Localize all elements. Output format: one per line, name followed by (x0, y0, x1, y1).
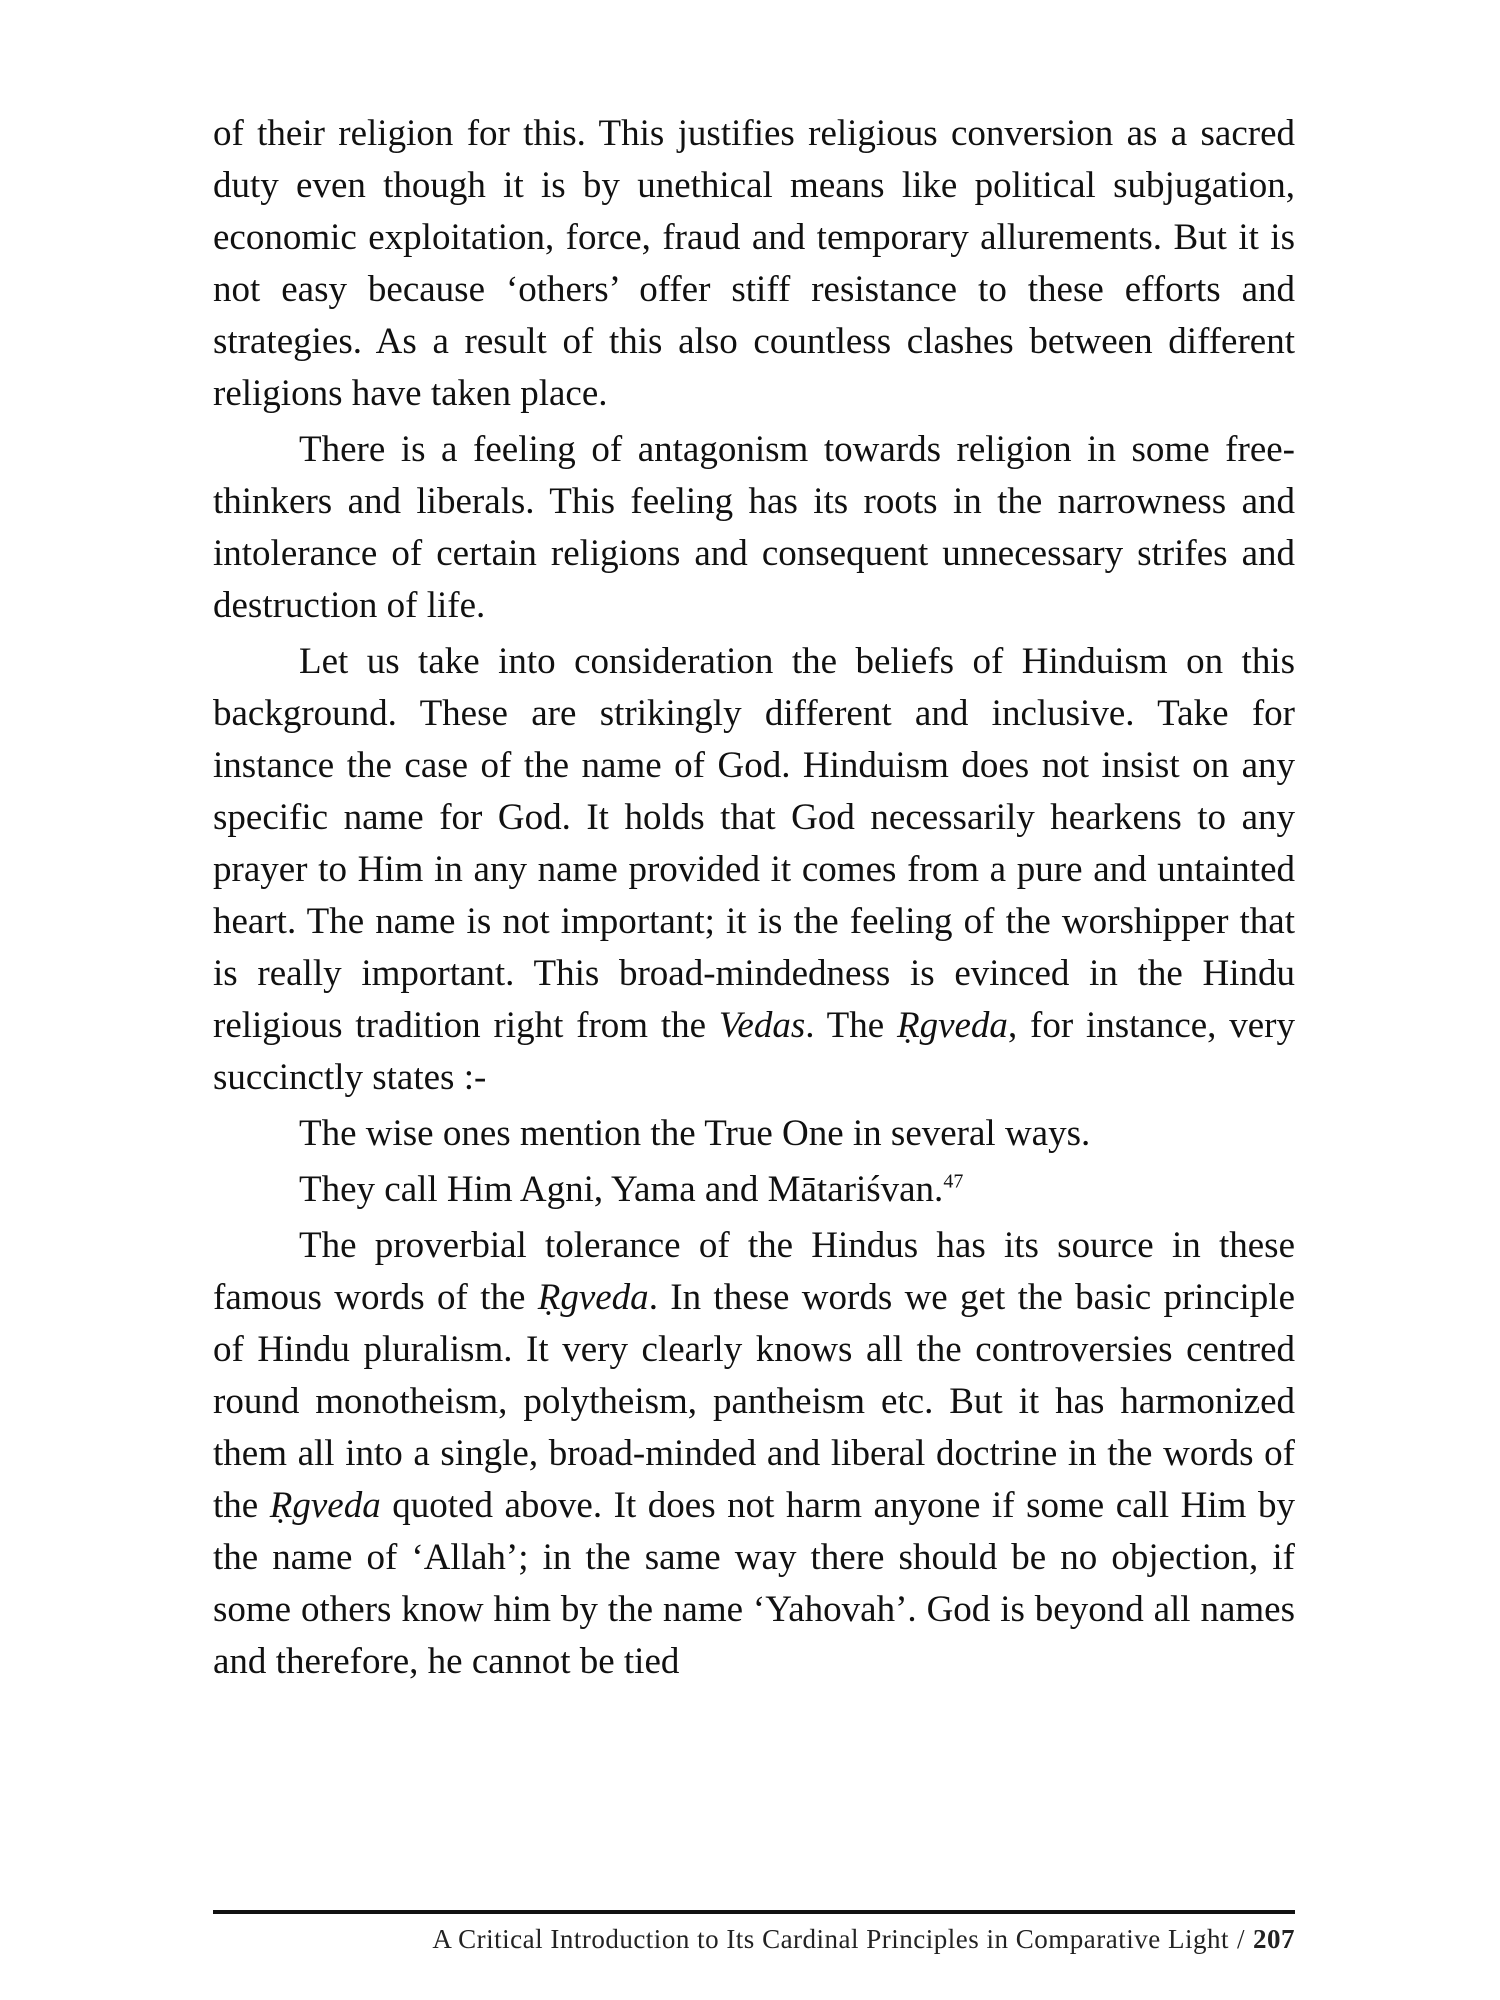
page-number: 207 (1253, 1924, 1295, 1954)
paragraph-hinduism-beliefs (213, 636, 1295, 1104)
verse-text: They call Him Agni, Yama and Mātariśvan. (299, 1169, 944, 1210)
text-run: , for instance, very succinctly states :- (213, 1005, 1295, 1098)
italic-vedas: Vedas (718, 1005, 806, 1046)
book-title: A Critical Introduction to Its Cardinal Principles in Comparative Light (432, 1924, 1229, 1954)
text-run: . In these words we get the basic principle of Hindu pluralism. It very clearly knows all the controversies centred round monotheism, polytheism, pantheism etc. But it has harmonized them all into a single, broad-minded and liberal doctrine in the words of the (213, 1277, 1295, 1526)
footer-separator: / (1236, 1924, 1245, 1954)
paragraph-antagonism: There is a feeling of antagonism towards religion in some free-thinkers and liberals. This feeling has its roots in the narrowness and intolerance of certain religions and consequent unnecessary strifes and destruction of life. (213, 429, 1295, 626)
verse-line-2 (213, 1164, 1295, 1216)
italic-rgveda: Ṛgveda (896, 1005, 1008, 1046)
italic-rgveda: Ṛgveda (269, 1485, 381, 1526)
page-body (213, 108, 1295, 1688)
text-run: quoted above. It does not harm anyone if some call Him by the name of ‘Allah’; in the same way there should be no objection, if some others know him by the name ‘Yahovah’. God is beyond all names and therefore, he cannot be tied (213, 1485, 1295, 1682)
footnote-reference[interactable]: 47 (943, 1170, 964, 1193)
footer-rule (213, 1910, 1295, 1914)
running-footer (230, 1924, 1295, 1955)
paragraph-continuation: of their religion for this. This justifies religious conversion as a sacred duty even though it is by unethical means like political subjugation, economic exploitation, force, fraud and temporary allurements. But it is not easy because ‘others’ offer stiff resistance to these efforts and strategies. As a result of this also countless clashes between different religions have taken place. (213, 113, 1295, 414)
text-run: . The (805, 1005, 897, 1046)
italic-rgveda: Ṛgveda (537, 1277, 649, 1318)
text-run: The proverbial tolerance of the Hindus has its source in these famous words of the (213, 1225, 1295, 1318)
verse-line-1: The wise ones mention the True One in several ways. (299, 1113, 1091, 1154)
paragraph-tolerance (213, 1220, 1295, 1688)
text-run: Let us take into consideration the beliefs of Hinduism on this background. These are strikingly different and inclusive. Take for instance the case of the name of God. Hinduism does not insist on any specific name for God. It holds that God necessarily hearkens to any prayer to Him in any name provided it comes from a pure and untainted heart. The name is not important; it is the feeling of the worshipper that is really important. This broad-mindedness is evinced in the Hindu religious tradition right from the (213, 641, 1295, 1046)
